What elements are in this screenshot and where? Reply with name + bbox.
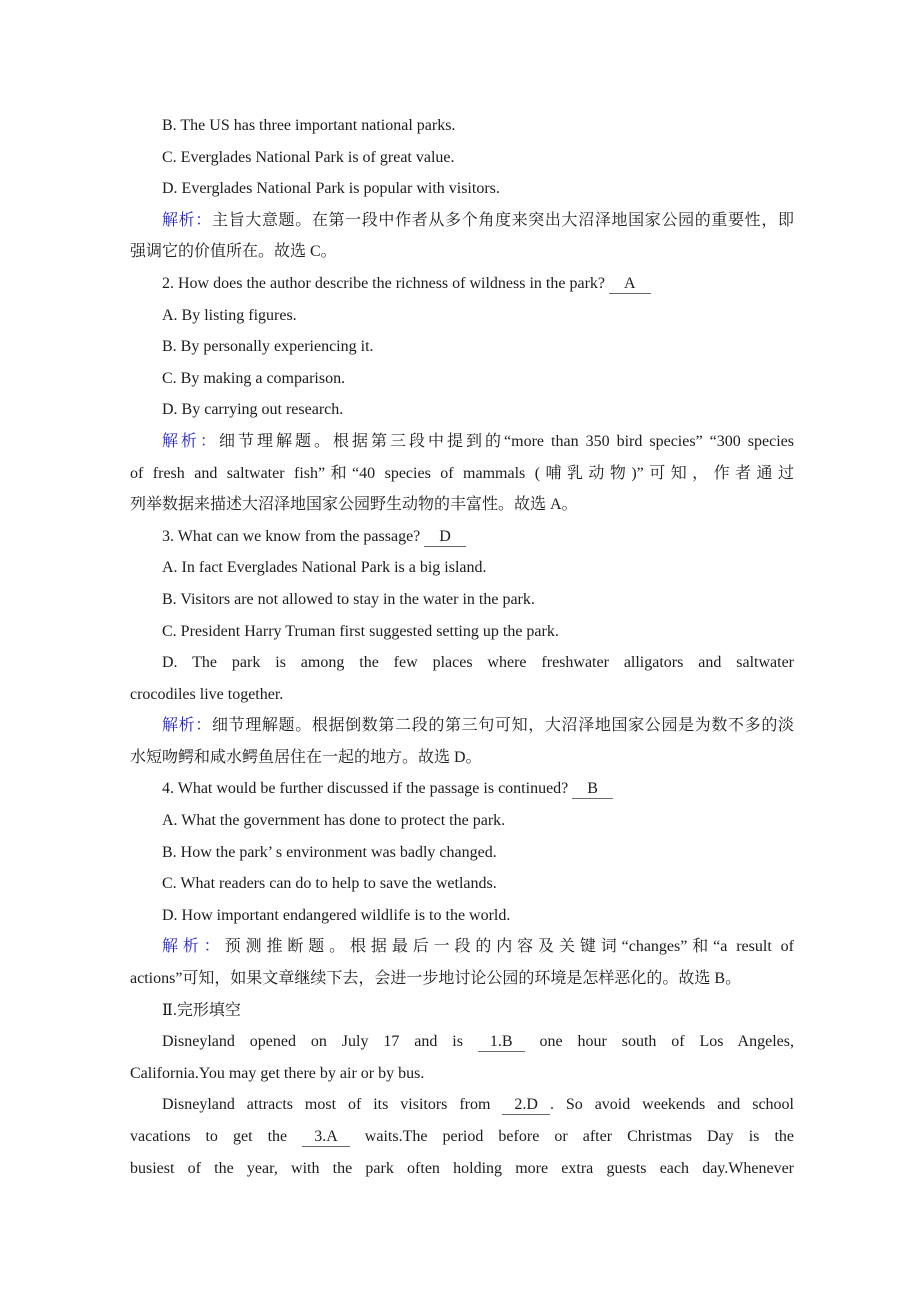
text-segment: B. How the park’ s environment was badly changed. — [162, 843, 497, 861]
question-line — [130, 773, 794, 805]
analysis-continuation-line — [130, 489, 794, 521]
option-line — [130, 900, 794, 932]
text-segment: crocodiles live together. — [130, 685, 284, 703]
text-segment: B. By personally experiencing it. — [162, 338, 374, 356]
option-continuation-line — [130, 679, 794, 711]
analysis-line — [130, 931, 794, 963]
text-segment: A. In fact Everglades National Park is a big island. — [162, 559, 487, 577]
question-line — [130, 268, 794, 300]
option-line — [130, 300, 794, 332]
analysis-label: 解析： — [162, 717, 212, 735]
text-segment: 主旨大意题。在第一段中作者从多个角度来突出大沼泽地国家公园的重要性，即 — [211, 211, 794, 229]
text-segment: 2. How does the author describe the richness of wildness in the park? — [162, 274, 609, 292]
cloze-3-blank: 3.A — [302, 1128, 350, 1147]
text-segment: California.You may get there by air or by bus. — [130, 1064, 425, 1082]
text-segment: Disneyland opened on July 17 and is — [162, 1033, 478, 1051]
analysis-continuation-line — [130, 458, 794, 490]
passage-line — [130, 1153, 794, 1185]
text-segment: D. The park is among the few places where freshwater alligators and saltwater — [162, 654, 794, 672]
analysis-continuation-line — [130, 963, 794, 995]
text-segment: busiest of the year, with the park often holding more extra guests each day.Whenever — [130, 1159, 794, 1177]
text-segment: Disneyland attracts most of its visitors from — [162, 1096, 503, 1114]
text-segment: 水短吻鳄和咸水鳄鱼居住在一起的地方。故选 D。 — [130, 748, 482, 766]
analysis-line — [130, 710, 794, 742]
cloze-1-blank: 1.B — [478, 1033, 525, 1052]
text-segment: 3. What can we know from the passage? — [162, 527, 425, 545]
option-line — [130, 331, 794, 363]
option-line — [130, 868, 794, 900]
option-line — [130, 394, 794, 426]
text-segment: . So avoid weekends and school — [549, 1096, 794, 1114]
q4-answer-blank: B — [572, 780, 613, 799]
text-segment: B. Visitors are not allowed to stay in the water in the park. — [162, 590, 535, 608]
text-segment: 4. What would be further discussed if the passage is continued? — [162, 780, 573, 798]
option-line — [130, 142, 794, 174]
section-heading — [130, 995, 794, 1027]
q3-answer-blank: D — [424, 528, 466, 547]
question-line — [130, 521, 794, 553]
analysis-continuation-line — [130, 742, 794, 774]
analysis-line — [130, 426, 794, 458]
text-segment: A. By listing figures. — [162, 306, 297, 324]
option-line — [130, 647, 794, 679]
option-line — [130, 173, 794, 205]
passage-line — [130, 1089, 794, 1121]
text-segment: D. By carrying out research. — [162, 401, 344, 419]
analysis-line — [130, 205, 794, 237]
analysis-label: 解析： — [162, 211, 212, 229]
analysis-label: 解析： — [162, 938, 225, 956]
text-segment: A. What the government has done to protect the park. — [162, 812, 506, 830]
text-segment: C. President Harry Truman first suggested setting up the park. — [162, 622, 559, 640]
passage-line — [130, 1026, 794, 1058]
option-line — [130, 110, 794, 142]
q2-answer-blank: A — [609, 275, 651, 294]
text-segment: 列举数据来描述大沼泽地国家公园野生动物的丰富性。故选 A。 — [130, 496, 578, 514]
text-segment: C. By making a comparison. — [162, 369, 346, 387]
text-segment: D. Everglades National Park is popular with visitors. — [162, 180, 500, 198]
text-segment: 细节理解题。根据倒数第二段的第三句可知，大沼泽地国家公园是为数不多的淡 — [211, 717, 794, 735]
passage-line — [130, 1121, 794, 1153]
text-segment: Ⅱ.完形填空 — [162, 1001, 241, 1019]
text-segment: 预测推断题。根据最后一段的内容及关键词“changes”和“a result of — [224, 938, 794, 956]
document-content — [130, 110, 794, 1184]
text-segment: vacations to get the — [130, 1128, 303, 1145]
option-line — [130, 837, 794, 869]
text-segment: 强调它的价值所在。故选 C。 — [130, 243, 337, 261]
text-segment: D. How important endangered wildlife is to the world. — [162, 906, 511, 924]
option-line — [130, 616, 794, 648]
text-segment: actions”可知，如果文章继续下去，会进一步地讨论公园的环境是怎样恶化的。故选 B。 — [130, 970, 742, 988]
text-segment: one hour south of Los Angeles, — [524, 1033, 794, 1051]
text-segment: C. Everglades National Park is of great value. — [162, 148, 455, 166]
analysis-continuation-line — [130, 236, 794, 268]
cloze-2-blank: 2.D — [502, 1096, 550, 1115]
option-line — [130, 552, 794, 584]
text-segment: of fresh and saltwater fish”和“40 species of mammals (哺乳动物)”可知，作者通过 — [130, 464, 794, 482]
option-line — [130, 805, 794, 837]
passage-line — [130, 1058, 794, 1090]
text-segment: C. What readers can do to help to save the wetlands. — [162, 875, 497, 893]
option-line — [130, 584, 794, 616]
option-line — [130, 363, 794, 395]
text-segment: 细节理解题。根据第三段中提到的“more than 350 bird species” “300 species — [219, 432, 794, 450]
text-segment: B. The US has three important national parks. — [162, 117, 456, 134]
text-segment: waits.The period before or after Christmas Day is the — [349, 1128, 795, 1145]
analysis-label: 解析： — [162, 432, 220, 450]
